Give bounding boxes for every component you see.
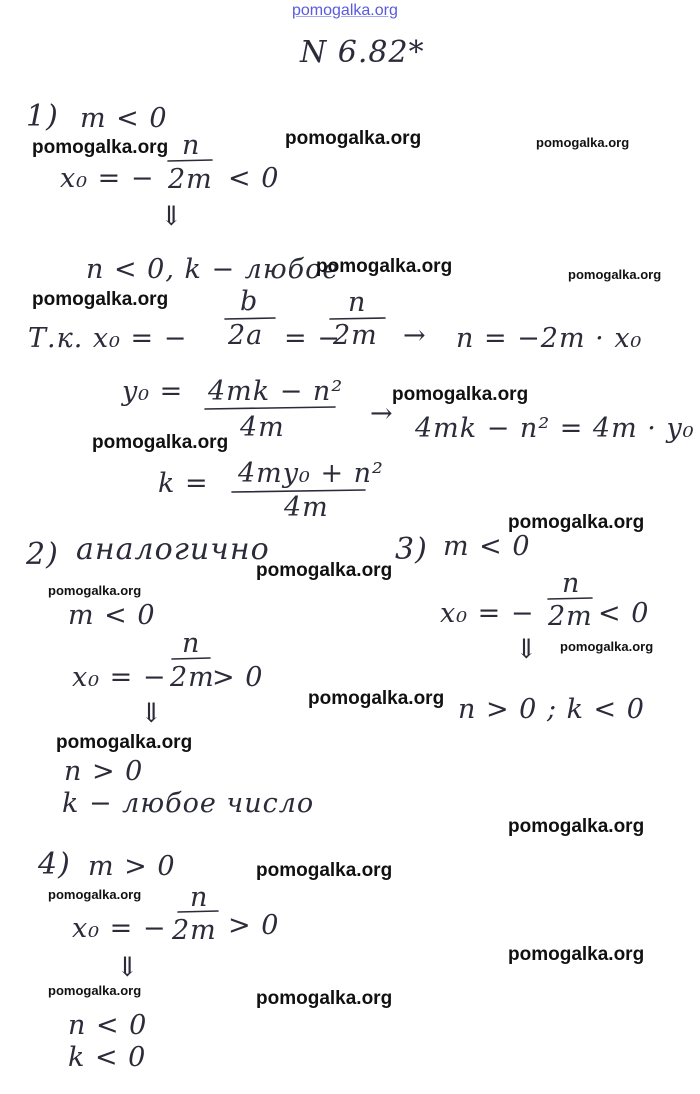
k-numerator: 4my₀ + n² (238, 458, 384, 489)
watermark: pomogalka.org (56, 732, 193, 753)
tk-mid: = − (284, 323, 341, 354)
case2-x0-numerator: n (182, 628, 201, 659)
tk-rhs: n = −2m · x₀ (456, 323, 643, 354)
case2-x0-lhs: x₀ = − (72, 662, 167, 693)
watermark: pomogalka.org (560, 639, 654, 654)
watermark: pomogalka.org (256, 560, 393, 581)
case3-condition: m < 0 (443, 531, 531, 562)
arrow-right-icon: → (403, 320, 427, 351)
watermark: pomogalka.org (48, 983, 142, 998)
case1-label: 1) (26, 99, 59, 134)
case2-result-n: n > 0 (64, 756, 144, 787)
case4-x0-numerator: n (190, 882, 209, 913)
site-link[interactable]: pomogalka.org (292, 2, 398, 19)
case3-result: n > 0 ; k < 0 (458, 694, 645, 725)
case1-x0-lhs: x₀ = − (60, 163, 155, 194)
watermark: pomogalka.org (256, 860, 393, 881)
implies-icon: ⇓ (160, 201, 184, 232)
watermark: pomogalka.org (316, 256, 453, 277)
watermark: pomogalka.org (48, 583, 142, 598)
case2-result-k: k − любое число (62, 788, 315, 819)
tk-lhs: Т.к. x₀ = − (28, 323, 188, 354)
implies-icon: ⇓ (515, 634, 539, 665)
watermark: pomogalka.org (308, 688, 445, 709)
fraction-bar (205, 407, 335, 409)
case2-condition: m < 0 (68, 600, 156, 631)
case4-condition: m > 0 (88, 851, 176, 882)
tk-denominator-2a: 2a (228, 320, 264, 351)
tk-denominator-2m: 2m (333, 320, 378, 351)
watermark: pomogalka.org (48, 887, 142, 902)
fraction-bar (330, 318, 385, 319)
watermark: pomogalka.org (568, 267, 662, 282)
case2-text: аналогично (76, 532, 270, 567)
case2-label: 2) (26, 537, 59, 572)
watermark: pomogalka.org (92, 432, 229, 453)
problem-number: N 6.82* (300, 35, 425, 70)
fraction-bar (225, 318, 275, 319)
case4-label: 4) (38, 847, 71, 882)
case1-x0-numerator: n (182, 130, 201, 161)
watermark: pomogalka.org (285, 128, 422, 149)
case4-x0-lhs: x₀ = − (72, 913, 167, 944)
case1-result: n < 0, k − любое (86, 254, 340, 285)
case1-x0-denominator: 2m (168, 164, 213, 195)
watermark: pomogalka.org (32, 137, 169, 158)
watermark: pomogalka.org (392, 384, 529, 405)
k-denominator: 4m (284, 492, 329, 523)
y0-numerator: 4mk − n² (208, 376, 344, 407)
y0-lhs: y₀ = (122, 376, 184, 407)
y0-denominator: 4m (240, 412, 285, 443)
implies-icon: ⇓ (116, 952, 140, 983)
watermark: pomogalka.org (508, 944, 645, 965)
k-lhs: k = (158, 468, 209, 499)
watermark: pomogalka.org (256, 988, 393, 1009)
watermark: pomogalka.org (508, 816, 645, 837)
watermark: pomogalka.org (508, 512, 645, 533)
case1-x0-rhs: < 0 (228, 163, 280, 194)
case4-result-k: k < 0 (68, 1042, 147, 1073)
case3-x0-denominator: 2m (548, 601, 593, 632)
case3-x0-numerator: n (562, 568, 581, 599)
case3-x0-rhs: < 0 (598, 598, 650, 629)
case4-x0-denominator: 2m (172, 915, 217, 946)
watermark: pomogalka.org (32, 289, 169, 310)
y0-rhs: 4mk − n² = 4m · y₀ (415, 413, 695, 444)
case4-x0-rhs: > 0 (228, 910, 280, 941)
case1-condition: m < 0 (80, 103, 168, 134)
tk-numerator-n: n (348, 287, 367, 318)
tk-numerator-b: b (240, 286, 259, 317)
watermark: pomogalka.org (536, 135, 630, 150)
case3-label: 3) (395, 532, 428, 567)
arrow-right-icon: → (370, 398, 394, 429)
case2-x0-rhs: > 0 (212, 662, 264, 693)
case2-x0-denominator: 2m (170, 662, 215, 693)
case4-result-n: n < 0 (68, 1010, 148, 1041)
implies-icon: ⇓ (140, 698, 164, 729)
case3-x0-lhs: x₀ = − (440, 598, 535, 629)
